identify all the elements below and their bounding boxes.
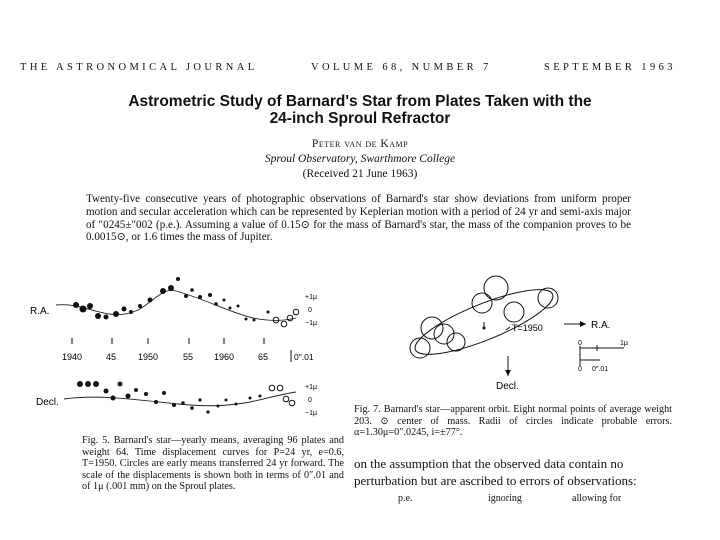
ra-point: [160, 288, 166, 294]
body-line-1: on the assumption that the observed data contain no: [354, 456, 624, 471]
year-tick: 1950: [138, 352, 159, 362]
dec-point: [93, 381, 99, 387]
ra-point: [214, 302, 218, 306]
ra-point: [104, 315, 109, 320]
paper-title-line2: 24-inch Sproul Refractor: [269, 110, 451, 127]
fig7-scale-arc: 0″.01: [592, 366, 609, 373]
ra-point: [208, 293, 212, 297]
ra-point: [229, 307, 232, 310]
fig5-dec-scale-minus: −1μ: [305, 410, 318, 417]
center-of-mass-dot: [483, 327, 486, 330]
ra-point: [267, 311, 270, 314]
year-tick: 45: [106, 352, 117, 362]
dec-point: [77, 381, 83, 387]
ra-point: [176, 277, 180, 281]
dec-point: [126, 394, 131, 399]
fig5-dec-label: Decl.: [36, 397, 59, 408]
ra-point: [113, 311, 119, 317]
figure-5: [28, 272, 353, 432]
figure-7: [404, 272, 714, 390]
fig7-scale-mu: 1μ: [620, 340, 628, 347]
abstract: Twenty-five consecutive years of photographic observations of Barnard's star show deviations from uniform proper motion and secular acceleration which can be represented by Keplerian motion with a period of 24 yr and semi-axis major of ″0245±″002 (p.e.). Assuming a value of 0.15⊙ for the mass of Barnard's star, the mass of the companion proves to be 0.0015⊙, or 1.6 times the mass of Jupiter.: [86, 193, 631, 244]
body-line-2: perturbation but are ascribed to errors of observations:: [354, 473, 637, 488]
normal-point-circle: [410, 338, 430, 358]
ra-point: [122, 307, 127, 312]
fig7-scale-zero-2: 0: [578, 366, 582, 373]
normal-point-circle: [504, 302, 524, 322]
dec-point: [181, 401, 185, 405]
ra-point: [95, 313, 101, 319]
fig5-ra-label: R.A.: [30, 306, 50, 317]
dec-point: [172, 403, 176, 407]
ra-point: [198, 295, 202, 299]
year-tick: 55: [183, 352, 194, 362]
fig5-ra-scale-zero: 0: [308, 307, 312, 314]
ra-point: [168, 285, 174, 291]
ra-point: [80, 306, 87, 313]
fig5-ra-scale-minus: −1μ: [305, 320, 318, 327]
dec-open-point: [289, 400, 295, 406]
ra-point: [73, 302, 79, 308]
ra-point: [184, 294, 188, 298]
fig5-ra-points: [73, 277, 270, 322]
figure-5-caption: Fig. 5. Barnard's star—yearly means, averaging 96 plates and weight 64. Time displacement curves for P=24 yr, e=0.6, T=1950. Circles are early means transferred 24 yr forward. The scale of the displacements is shown both in terms of 0″.01 and of 1μ (.001 mm) on the Sproul plates.: [82, 435, 344, 493]
affiliation: Sproul Observatory, Swarthmore College: [264, 153, 456, 165]
dec-open-point: [277, 385, 283, 391]
figure-7-caption: Fig. 7. Barnard's star—apparent orbit. Eight normal points of average weight 203. ⊙ center of mass. Radii of circles indicate probable errors. α=1.30μ=0″.0245, i=±77°.: [354, 404, 672, 439]
fig5-dec-scale-plus: +1μ: [305, 384, 318, 391]
dec-open-point: [269, 385, 275, 391]
dec-point: [162, 391, 166, 395]
dec-point: [217, 405, 220, 408]
fig7-scale-zero: 0: [578, 340, 582, 347]
dec-point: [249, 397, 252, 400]
ra-point: [129, 310, 133, 314]
ra-point: [87, 303, 93, 309]
volume-number: VOLUME 68, NUMBER 7: [311, 62, 492, 73]
ra-point: [253, 319, 256, 322]
ra-point: [190, 288, 194, 292]
author-name: Peter van de Kamp: [311, 138, 409, 150]
fig7-ra-label: R.A.: [591, 320, 611, 331]
cutoff-word: ignoring: [488, 493, 522, 504]
cutoff-word: p.e.: [398, 493, 413, 504]
dec-point: [85, 381, 91, 387]
ra-open-point: [281, 321, 287, 327]
dec-point: [225, 399, 228, 402]
paper-title-line1: Astrometric Study of Barnard's Star from Plates Taken with the: [128, 93, 592, 110]
ra-open-point: [287, 315, 293, 321]
year-tick: 1940: [62, 352, 83, 362]
fig5-ra-scale-plus: +1μ: [305, 294, 318, 301]
dec-point: [235, 403, 238, 406]
dec-point: [144, 392, 148, 396]
issue-date: SEPTEMBER 1963: [544, 62, 676, 73]
fig5-dec-scale-zero: 0: [308, 397, 312, 404]
periastron-label: T=1950: [512, 323, 543, 333]
dec-point: [190, 406, 194, 410]
fig7-dec-label: Decl.: [496, 381, 519, 390]
journal-name: THE ASTRONOMICAL JOURNAL: [20, 62, 258, 73]
ra-open-point: [293, 309, 299, 315]
normal-point-circle: [484, 276, 508, 300]
dec-point: [111, 396, 116, 401]
dec-point: [198, 398, 201, 401]
dec-point: [134, 388, 138, 392]
dec-point: [259, 395, 262, 398]
dec-point: [104, 389, 109, 394]
fig5-scale-bar-label: 0″.01: [294, 352, 314, 362]
cutoff-word: allowing for: [572, 493, 622, 504]
dec-point: [118, 382, 123, 387]
normal-points: [410, 276, 558, 358]
received-date: (Received 21 June 1963): [302, 168, 418, 180]
dec-open-point: [283, 396, 289, 402]
ra-point: [237, 305, 240, 308]
ra-point: [148, 298, 153, 303]
year-tick: 65: [258, 352, 269, 362]
ra-point: [245, 318, 248, 321]
ra-point: [223, 299, 226, 302]
fig5-dec-open-points: [269, 385, 295, 406]
fig5-dec-curve: [64, 392, 296, 406]
ra-point: [138, 304, 142, 308]
dec-point: [206, 410, 209, 413]
year-tick: 1960: [214, 352, 235, 362]
normal-point-circle: [421, 317, 443, 339]
dec-point: [154, 400, 158, 404]
